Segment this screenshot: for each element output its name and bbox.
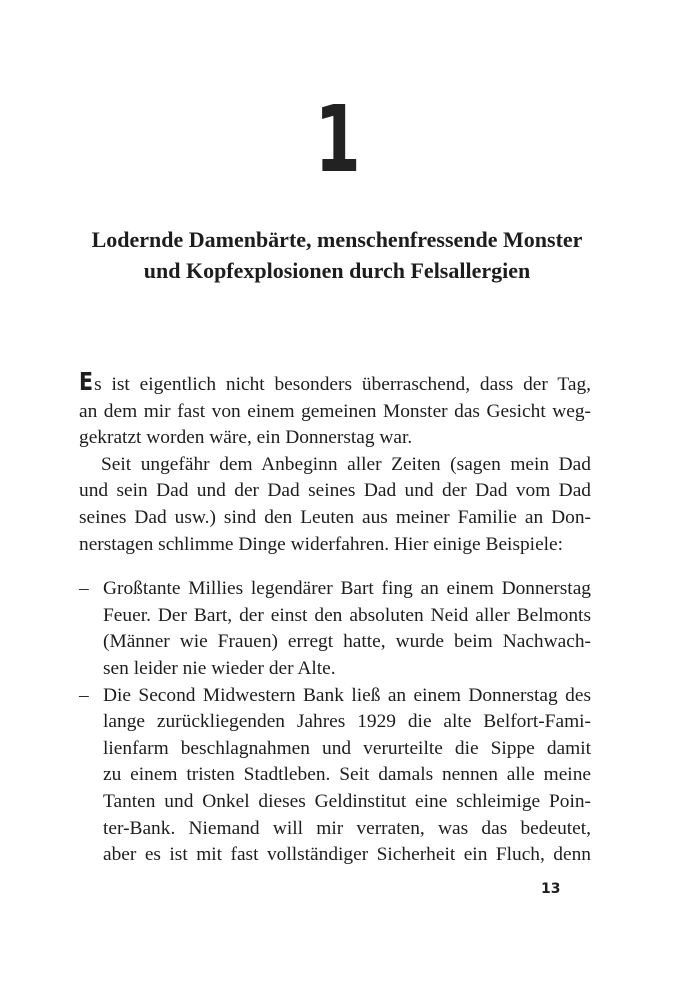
text-line: Seit ungefähr dem Anbeginn aller Zeiten (sagen mein Dad bbox=[101, 453, 591, 475]
list-item bbox=[79, 683, 591, 869]
text-line: Feuer. Der Bart, der einst den absoluten Neid aller Belmonts bbox=[103, 604, 591, 626]
text-line: seines Dad usw.) sind den Leuten aus meiner Familie an Don- bbox=[79, 506, 591, 528]
body-text bbox=[79, 367, 591, 869]
text-line: nerstagen schlimme Dinge widerfahren. Hier einige Beispiele: bbox=[79, 533, 564, 555]
text-line: und sein Dad und der Dad seines Dad und der Dad vom Dad bbox=[79, 480, 591, 502]
text-line bbox=[79, 367, 591, 399]
list-item bbox=[79, 576, 591, 682]
text-line: gekratzt worden wäre, ein Donnerstag war. bbox=[79, 427, 413, 449]
chapter-title-line: und Kopfexplosionen durch Felsallergien bbox=[143, 258, 531, 283]
text-line: an dem mir fast von einem gemeinen Monster das Gesicht weg- bbox=[79, 400, 591, 422]
list-dash: – bbox=[79, 578, 89, 600]
paragraph bbox=[79, 367, 591, 452]
text-line: Tanten und Onkel dieses Geldinstitut eine schleimige Poin- bbox=[103, 790, 591, 812]
chapter-number: 1 bbox=[314, 86, 360, 193]
text-line: (Männer wie Frauen) erregt hatte, wurde beim Nachwach- bbox=[103, 631, 591, 653]
text-line: ter-Bank. Niemand will mir verraten, was das bedeutet, bbox=[103, 817, 591, 839]
paragraph bbox=[79, 452, 591, 558]
drop-cap: E bbox=[79, 367, 94, 396]
chapter-title-line: Lodernde Damenbärte, menschenfressende Monster bbox=[91, 227, 583, 252]
text-line: zu einem tristen Stadtleben. Seit damals nennen alle meine bbox=[103, 764, 591, 786]
spacer bbox=[79, 558, 591, 576]
text-line: sen leider nie wieder der Alte. bbox=[103, 657, 336, 679]
text-line: Die Second Midwestern Bank ließ an einem Donnerstag des bbox=[103, 684, 591, 706]
text-line: Großtante Millies legendärer Bart fing an einem Donnerstag bbox=[103, 578, 591, 600]
text-line: lange zurückliegenden Jahres 1929 die alte Belfort-Fami- bbox=[103, 711, 591, 733]
list-dash: – bbox=[79, 684, 89, 706]
text-line: aber es ist mit fast vollständiger Sicherheit ein Fluch, denn bbox=[103, 844, 591, 866]
text-line-content: s ist eigentlich nicht besonders überraschend, dass der Tag, bbox=[94, 374, 591, 395]
chapter-title bbox=[40, 224, 634, 286]
text-line: lienfarm beschlagnahmen und verurteilte die Sippe damit bbox=[103, 737, 591, 759]
page-number: 13 bbox=[541, 881, 561, 897]
